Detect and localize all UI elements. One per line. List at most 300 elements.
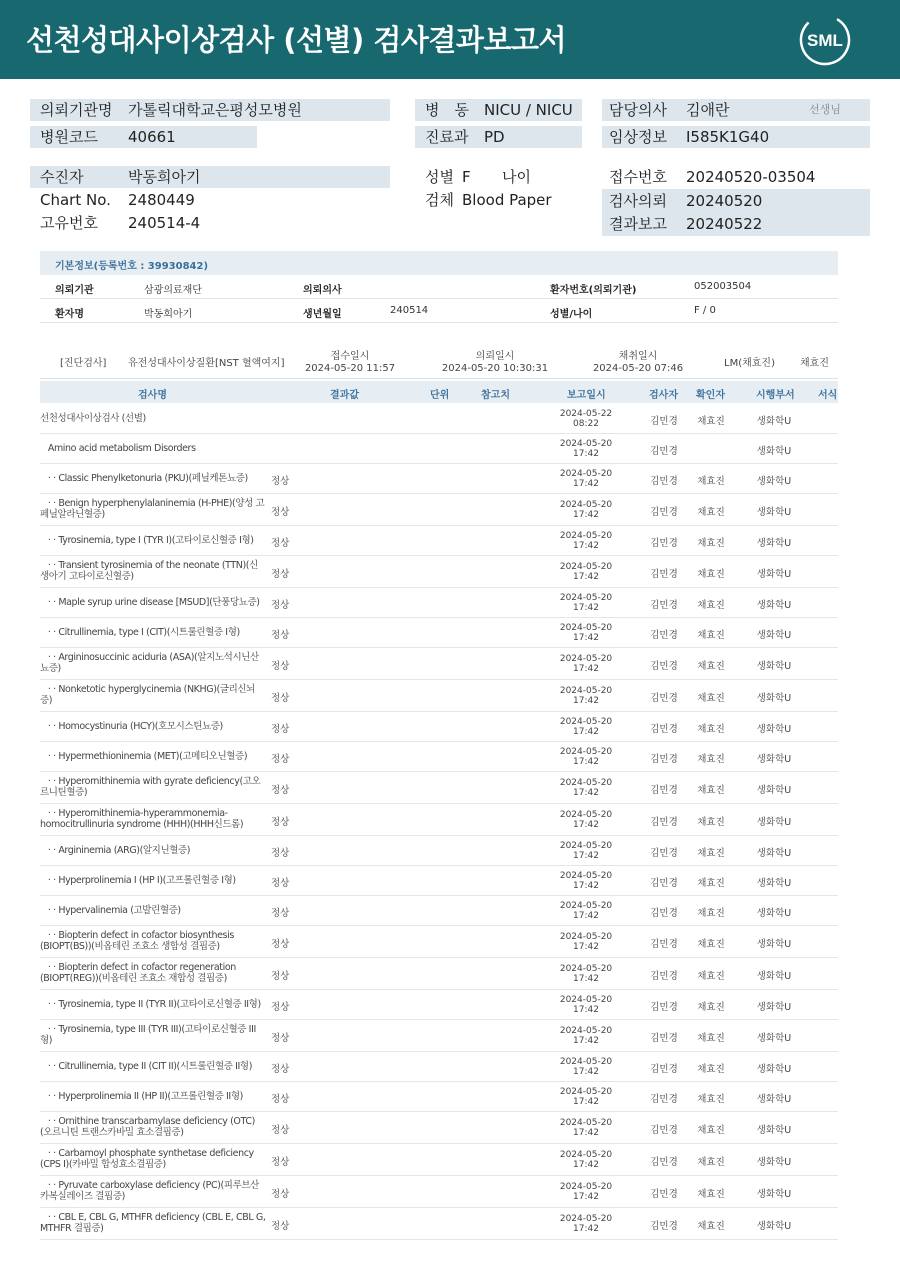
report-time: 17:42 xyxy=(573,942,599,952)
department: 생화학U xyxy=(756,939,792,950)
report-date: 2024-05-20 xyxy=(559,686,613,696)
confirmer: 채효진 xyxy=(697,1221,725,1232)
report-time: 17:42 xyxy=(573,572,599,582)
department: 생화학U xyxy=(756,1157,792,1168)
confirmer: 채효진 xyxy=(697,817,725,828)
results-table-header xyxy=(40,381,838,403)
ward-row xyxy=(415,99,582,121)
test-name: · · Hypervalinemia (고발린혈증) xyxy=(40,905,181,916)
tester: 김민경 xyxy=(650,1033,678,1044)
report-time: 17:42 xyxy=(573,881,599,891)
hospital-label: 의뢰기관명 xyxy=(40,101,113,119)
report-time: 17:42 xyxy=(573,1097,599,1107)
report-datetime xyxy=(552,469,620,489)
request-value: 20240520 xyxy=(686,192,763,210)
test-result: 정상 xyxy=(271,538,290,549)
report-date: 2024-05-20 xyxy=(559,995,613,1005)
table-row xyxy=(40,404,838,434)
confirmer: 채효진 xyxy=(697,538,725,549)
report-time: 08:22 xyxy=(573,419,599,429)
sexage-label: 성별/나이 xyxy=(550,309,593,320)
report-datetime xyxy=(552,1182,620,1202)
test-result: 정상 xyxy=(271,1002,290,1013)
test-result: 정상 xyxy=(271,754,290,765)
report-datetime xyxy=(552,932,620,952)
report-datetime xyxy=(552,562,620,582)
test-name: · · Citrullinemia, type I (CIT)(시트룰린혈증 I형) xyxy=(40,627,240,638)
test-result: 정상 xyxy=(271,908,290,919)
report-time: 17:42 xyxy=(573,449,599,459)
chart-value: 2480449 xyxy=(128,191,195,209)
report-date: 2024-05-20 xyxy=(559,841,613,851)
table-row xyxy=(40,648,838,680)
test-name: · · Hyperprolinemia II (HP II)(고프롤린혈증 II형) xyxy=(40,1091,243,1102)
col-date: 보고일시 xyxy=(567,390,606,401)
report-date: 2024-05-20 xyxy=(559,1026,613,1036)
report-time: 17:42 xyxy=(573,541,599,551)
confirmer: 채효진 xyxy=(697,600,725,611)
report-date: 2024-05-20 xyxy=(559,810,613,820)
table-row xyxy=(40,556,838,588)
report-datetime xyxy=(552,500,620,520)
test-result: 정상 xyxy=(271,600,290,611)
tester: 김민경 xyxy=(650,1064,678,1075)
confirmer: 채효진 xyxy=(697,1157,725,1168)
tester: 김민경 xyxy=(650,569,678,580)
test-name: Amino acid metabolism Disorders xyxy=(40,443,196,454)
report-datetime xyxy=(552,747,620,767)
col-name: 검사명 xyxy=(138,390,167,401)
unique-row xyxy=(30,212,330,234)
department: 생화학U xyxy=(756,661,792,672)
test-name: · · Argininosuccinic aciduria (ASA)(알지노석시닌산뇨증) xyxy=(40,652,259,674)
tester: 김민경 xyxy=(650,693,678,704)
table-row xyxy=(40,618,838,648)
lm-value: LM(채효진) xyxy=(724,358,775,369)
test-name: · · Tyrosinemia, type I (TYR I)(고타이로신혈증 I형) xyxy=(40,535,254,546)
test-result: 정상 xyxy=(271,1033,290,1044)
confirmer: 채효진 xyxy=(697,939,725,950)
confirmer: 채효진 xyxy=(697,1189,725,1200)
department: 생화학U xyxy=(756,908,792,919)
request-label: 검사의뢰 xyxy=(609,192,667,210)
tester: 김민경 xyxy=(650,476,678,487)
unique-label: 고유번호 xyxy=(40,214,98,232)
report-datetime xyxy=(552,593,620,613)
doctor-value: 김애란 xyxy=(686,101,730,119)
test-name: · · Homocystinuria (HCY)(호모시스틴뇨증) xyxy=(40,721,223,732)
test-name: · · CBL E, CBL G, MTHFR deficiency (CBL E, CBL G, MTHFR 결핍증) xyxy=(40,1212,269,1234)
test-result: 정상 xyxy=(271,1064,290,1075)
pid-value: 052003504 xyxy=(694,281,752,292)
department: 생화학U xyxy=(756,971,792,982)
basic-info-header xyxy=(40,251,838,275)
hospital-code-row xyxy=(30,126,257,148)
request-report-block xyxy=(602,189,870,236)
confirmer: 채효진 xyxy=(697,1094,725,1105)
col-unit: 단위 xyxy=(430,390,450,401)
report-date: 2024-05-20 xyxy=(559,654,613,664)
report-date: 2024-05-20 xyxy=(559,901,613,911)
confirmer: 채효진 xyxy=(697,878,725,889)
age-label: 나이 xyxy=(502,168,531,186)
basic-info-title: 기본정보(등록번호 : 39930842) xyxy=(55,261,209,272)
report-time: 17:42 xyxy=(573,727,599,737)
hospital-row xyxy=(30,99,390,121)
confirmer: 채효진 xyxy=(697,848,725,859)
dob-value: 240514 xyxy=(390,305,429,316)
report-date: 2024-05-20 xyxy=(559,1057,613,1067)
department: 생화학U xyxy=(756,1064,792,1075)
department: 생화학U xyxy=(756,600,792,611)
report-datetime xyxy=(552,841,620,861)
test-name: · · Carbamoyl phosphate synthetase deficiency (CPS I)(카바밀 합성효소결핍증) xyxy=(40,1148,257,1170)
chart-row xyxy=(30,189,330,211)
test-name: · · Ornithine transcarbamylase deficiency (OTC)(오르니틴 트랜스카바밀 효소결핍증) xyxy=(40,1116,255,1138)
test-name: · · Hypermethioninemia (MET)(고메티오닌혈증) xyxy=(40,751,248,762)
physician-label: 의뢰의사 xyxy=(303,285,342,296)
department: 생화학U xyxy=(756,1033,792,1044)
test-result: 정상 xyxy=(271,817,290,828)
report-date: 2024-05-20 xyxy=(559,964,613,974)
department: 생화학U xyxy=(756,817,792,828)
report-time: 17:42 xyxy=(573,603,599,613)
test-name: · · Biopterin defect in cofactor regeneration (BIOPT(REG))(비옵테린 조효소 재합성 결핍증) xyxy=(40,962,239,984)
report-date: 2024-05-20 xyxy=(559,623,613,633)
report-time: 17:42 xyxy=(573,1192,599,1202)
sex-age-row xyxy=(415,166,595,188)
report-time: 17:42 xyxy=(573,1005,599,1015)
report-datetime xyxy=(552,1118,620,1138)
col-tester: 검사자 xyxy=(649,390,678,401)
col-sign: 서식 xyxy=(818,390,838,401)
department: 생화학U xyxy=(756,785,792,796)
report-date: 2024-05-20 xyxy=(559,562,613,572)
table-row xyxy=(40,1020,838,1052)
col-result: 결과값 xyxy=(330,390,359,401)
confirmer: 채효진 xyxy=(697,754,725,765)
chart-label: Chart No. xyxy=(40,191,111,209)
hospital-value: 가톨릭대학교은평성모병원 xyxy=(128,101,302,119)
test-result: 정상 xyxy=(271,507,290,518)
confirmer: 채효진 xyxy=(697,693,725,704)
report-date: 2024-05-20 xyxy=(559,871,613,881)
report-time: 17:42 xyxy=(573,1224,599,1234)
tester: 김민경 xyxy=(650,908,678,919)
report-time: 17:42 xyxy=(573,664,599,674)
test-name: · · Tyrosinemia, type II (TYR II)(고타이로신혈증 II형) xyxy=(40,999,261,1010)
hospital-code-label: 병원코드 xyxy=(40,128,98,146)
test-result: 정상 xyxy=(271,1125,290,1136)
test-name: · · Hyperprolinemia I (HP I)(고프롤린혈증 I형) xyxy=(40,875,236,886)
receipt-time-value: 2024-05-20 11:57 xyxy=(304,363,396,374)
table-row xyxy=(40,1082,838,1112)
report-datetime xyxy=(552,654,620,674)
report-datetime xyxy=(552,686,620,706)
tester: 김민경 xyxy=(650,817,678,828)
receipt-label: 접수번호 xyxy=(609,168,667,186)
test-name: · · Transient tyrosinemia of the neonate (TTN)(신생아기 고타이로신혈증) xyxy=(40,560,258,582)
department: 생화학U xyxy=(756,538,792,549)
receipt-value: 20240520-03504 xyxy=(686,168,816,186)
department: 생화학U xyxy=(756,1125,792,1136)
table-row xyxy=(40,990,838,1020)
test-result: 정상 xyxy=(271,1221,290,1232)
confirmer: 채효진 xyxy=(697,1033,725,1044)
report-datetime xyxy=(552,1150,620,1170)
tester: 김민경 xyxy=(650,661,678,672)
test-name: · · Maple syrup urine disease [MSUD](단풍당뇨증) xyxy=(40,597,260,608)
table-row xyxy=(40,772,838,804)
report-datetime xyxy=(552,439,620,459)
report-date: 2024-05-20 xyxy=(559,1087,613,1097)
table-row xyxy=(40,588,838,618)
department: 생화학U xyxy=(756,1002,792,1013)
report-datetime xyxy=(552,531,620,551)
sex-value: F xyxy=(462,168,471,186)
test-name: · · Biopterin defect in cofactor biosynthesis (BIOPT(BS))(비옵테린 조효소 생합성 결핍증) xyxy=(40,930,237,952)
test-result: 정상 xyxy=(271,1094,290,1105)
table-row xyxy=(40,866,838,896)
report-date: 2024-05-20 xyxy=(559,500,613,510)
receipt-row xyxy=(602,166,870,188)
table-row xyxy=(40,712,838,742)
report-datetime xyxy=(552,995,620,1015)
report-date: 2024-05-20 xyxy=(559,1150,613,1160)
confirmer: 채효진 xyxy=(697,1002,725,1013)
table-row xyxy=(40,926,838,958)
report-date: 2024-05-20 xyxy=(559,531,613,541)
dept-value: PD xyxy=(484,128,505,146)
report-time: 17:42 xyxy=(573,851,599,861)
org-label: 의뢰기관 xyxy=(55,285,94,296)
report-date: 2024-05-20 xyxy=(559,593,613,603)
report-time: 17:42 xyxy=(573,696,599,706)
table-row xyxy=(40,680,838,712)
tester: 김민경 xyxy=(650,538,678,549)
tester: 김민경 xyxy=(650,939,678,950)
clinical-label: 임상정보 xyxy=(609,128,667,146)
department: 생화학U xyxy=(756,1221,792,1232)
patient-row xyxy=(30,166,390,188)
table-row xyxy=(40,1144,838,1176)
report-date: 2024-05-22 xyxy=(559,409,613,419)
test-name: · · Argininemia (ARG)(알지닌혈증) xyxy=(40,845,191,856)
confirmer: 채효진 xyxy=(697,908,725,919)
pid-label: 환자번호(의뢰기관) xyxy=(550,285,637,296)
report-datetime xyxy=(552,901,620,921)
table-row xyxy=(40,526,838,556)
report-label: 결과보고 xyxy=(609,215,667,233)
confirmer: 채효진 xyxy=(697,1125,725,1136)
report-date: 2024-05-20 xyxy=(559,439,613,449)
test-name: · · Nonketotic hyperglycinemia (NKHG)(글리신뇌증) xyxy=(40,684,255,706)
test-result: 정상 xyxy=(271,971,290,982)
name-value: 박동희아기 xyxy=(144,309,193,320)
tester: 김민경 xyxy=(650,507,678,518)
report-date: 2024-05-20 xyxy=(559,1118,613,1128)
department: 생화학U xyxy=(756,848,792,859)
report-title: 선천성대사이상검사 (선별) 검사결과보고서 xyxy=(26,23,566,57)
department: 생화학U xyxy=(756,1094,792,1105)
tester: 김민경 xyxy=(650,1189,678,1200)
confirmer: 채효진 xyxy=(697,416,725,427)
table-row xyxy=(40,494,838,526)
tester: 김민경 xyxy=(650,1002,678,1013)
tester: 김민경 xyxy=(650,878,678,889)
diagnosis-test: 유전성대사이상질환[NST 혈액여지] xyxy=(128,358,285,369)
doctor-label: 담당의사 xyxy=(609,101,667,119)
collect-time-value: 2024-05-20 07:46 xyxy=(592,363,684,374)
ward-label: 병 동 xyxy=(425,101,469,119)
test-result: 정상 xyxy=(271,878,290,889)
confirmer: 채효진 xyxy=(697,569,725,580)
department: 생화학U xyxy=(756,724,792,735)
confirmer: 채효진 xyxy=(697,630,725,641)
basic-info-line-1 xyxy=(40,275,838,299)
table-row xyxy=(40,1176,838,1208)
org-value: 삼광의료재단 xyxy=(144,285,202,296)
test-result: 정상 xyxy=(271,785,290,796)
basic-info-line-2 xyxy=(40,299,838,323)
collect-time-label: 채취일시 xyxy=(618,351,658,362)
dept-row xyxy=(415,126,582,148)
test-name: · · Benign hyperphenylalaninemia (H-PHE)(양성 고페닐알라닌혈증) xyxy=(40,498,265,520)
report-header xyxy=(0,0,900,79)
confirmer: 채효진 xyxy=(697,476,725,487)
report-datetime xyxy=(552,871,620,891)
tester: 김민경 xyxy=(650,416,678,427)
report-date: 2024-05-20 xyxy=(559,717,613,727)
unique-value: 240514-4 xyxy=(128,214,201,232)
signer-value: 채효진 xyxy=(800,358,829,369)
tester: 김민경 xyxy=(650,600,678,611)
table-row xyxy=(40,1208,838,1240)
report-date: 2024-05-20 xyxy=(559,747,613,757)
patient-value: 박동희아기 xyxy=(128,168,201,186)
department: 생화학U xyxy=(756,416,792,427)
table-row xyxy=(40,958,838,990)
col-confirmer: 확인자 xyxy=(696,390,725,401)
test-result: 정상 xyxy=(271,693,290,704)
request-time-label: 의뢰일시 xyxy=(475,351,515,362)
tester: 김민경 xyxy=(650,848,678,859)
department: 생화학U xyxy=(756,878,792,889)
receipt-time-label: 접수일시 xyxy=(330,351,370,362)
report-time: 17:42 xyxy=(573,633,599,643)
table-row xyxy=(40,804,838,836)
confirmer: 채효진 xyxy=(697,507,725,518)
report-date: 2024-05-20 xyxy=(559,1214,613,1224)
test-result: 정상 xyxy=(271,1157,290,1168)
department: 생화학U xyxy=(756,1189,792,1200)
department: 생화학U xyxy=(756,446,792,457)
report-time: 17:42 xyxy=(573,1128,599,1138)
test-name: · · Citrullinemia, type II (CIT II)(시트룰린혈증 II형) xyxy=(40,1061,253,1072)
report-value: 20240522 xyxy=(686,215,763,233)
report-time: 17:42 xyxy=(573,911,599,921)
diagnosis-type: [진단검사] xyxy=(60,358,107,369)
report-datetime xyxy=(552,717,620,737)
specimen-value: Blood Paper xyxy=(462,191,552,209)
test-result: 정상 xyxy=(271,939,290,950)
ward-value: NICU / NICU xyxy=(484,101,573,119)
confirmer: 채효진 xyxy=(697,724,725,735)
department: 생화학U xyxy=(756,507,792,518)
doctor-suffix: 선생님 xyxy=(809,103,841,116)
sml-logo-icon xyxy=(798,13,852,67)
report-time: 17:42 xyxy=(573,788,599,798)
department: 생화학U xyxy=(756,569,792,580)
svg-text:SML: SML xyxy=(807,31,843,50)
report-time: 17:42 xyxy=(573,974,599,984)
tester: 김민경 xyxy=(650,1125,678,1136)
tester: 김민경 xyxy=(650,971,678,982)
test-name: · · Hyperornithinemia-hyperammonemia-homocitrullinuria syndrome (HHH)(HHH신드롬) xyxy=(40,808,244,830)
table-row xyxy=(40,896,838,926)
test-result: 정상 xyxy=(271,569,290,580)
test-result: 정상 xyxy=(271,630,290,641)
tester: 김민경 xyxy=(650,785,678,796)
report-date: 2024-05-20 xyxy=(559,778,613,788)
confirmer: 채효진 xyxy=(697,971,725,982)
report-time: 17:42 xyxy=(573,1036,599,1046)
report-datetime xyxy=(552,1026,620,1046)
table-row xyxy=(40,1112,838,1144)
report-datetime xyxy=(552,409,620,429)
specimen-row xyxy=(415,189,595,211)
request-time-value: 2024-05-20 10:30:31 xyxy=(441,363,549,374)
hospital-code-value: 40661 xyxy=(128,128,176,146)
report-date: 2024-05-20 xyxy=(559,1182,613,1192)
department: 생화학U xyxy=(756,476,792,487)
department: 생화학U xyxy=(756,630,792,641)
tester: 김민경 xyxy=(650,1221,678,1232)
report-time: 17:42 xyxy=(573,757,599,767)
test-result: 정상 xyxy=(271,1189,290,1200)
report-datetime xyxy=(552,1214,620,1234)
department: 생화학U xyxy=(756,693,792,704)
test-result: 정상 xyxy=(271,848,290,859)
confirmer: 채효진 xyxy=(697,785,725,796)
report-date: 2024-05-20 xyxy=(559,469,613,479)
report-time: 17:42 xyxy=(573,1067,599,1077)
test-name: · · Hyperornithinemia with gyrate deficiency(고오르니틴혈증) xyxy=(40,776,261,798)
clinical-value: I585K1G40 xyxy=(686,128,770,146)
doctor-row xyxy=(602,99,870,121)
table-row xyxy=(40,464,838,494)
sex-label: 성별 xyxy=(425,168,454,186)
report-datetime xyxy=(552,623,620,643)
col-ref: 참고치 xyxy=(481,390,510,401)
test-result: 정상 xyxy=(271,724,290,735)
report-date: 2024-05-20 xyxy=(559,932,613,942)
clinical-row xyxy=(602,126,870,148)
table-row xyxy=(40,434,838,464)
tester: 김민경 xyxy=(650,1094,678,1105)
test-name: · · Classic Phenylketonuria (PKU)(페닐케톤뇨증) xyxy=(40,473,248,484)
report-datetime xyxy=(552,1057,620,1077)
test-result: 정상 xyxy=(271,476,290,487)
dob-label: 생년월일 xyxy=(303,309,342,320)
tester: 김민경 xyxy=(650,724,678,735)
test-name: · · Tyrosinemia, type III (TYR III)(고타이로신혈증 III형) xyxy=(40,1024,256,1046)
table-row xyxy=(40,1052,838,1082)
report-datetime xyxy=(552,778,620,798)
report-datetime xyxy=(552,964,620,984)
tester: 김민경 xyxy=(650,630,678,641)
confirmer: 채효진 xyxy=(697,1064,725,1075)
